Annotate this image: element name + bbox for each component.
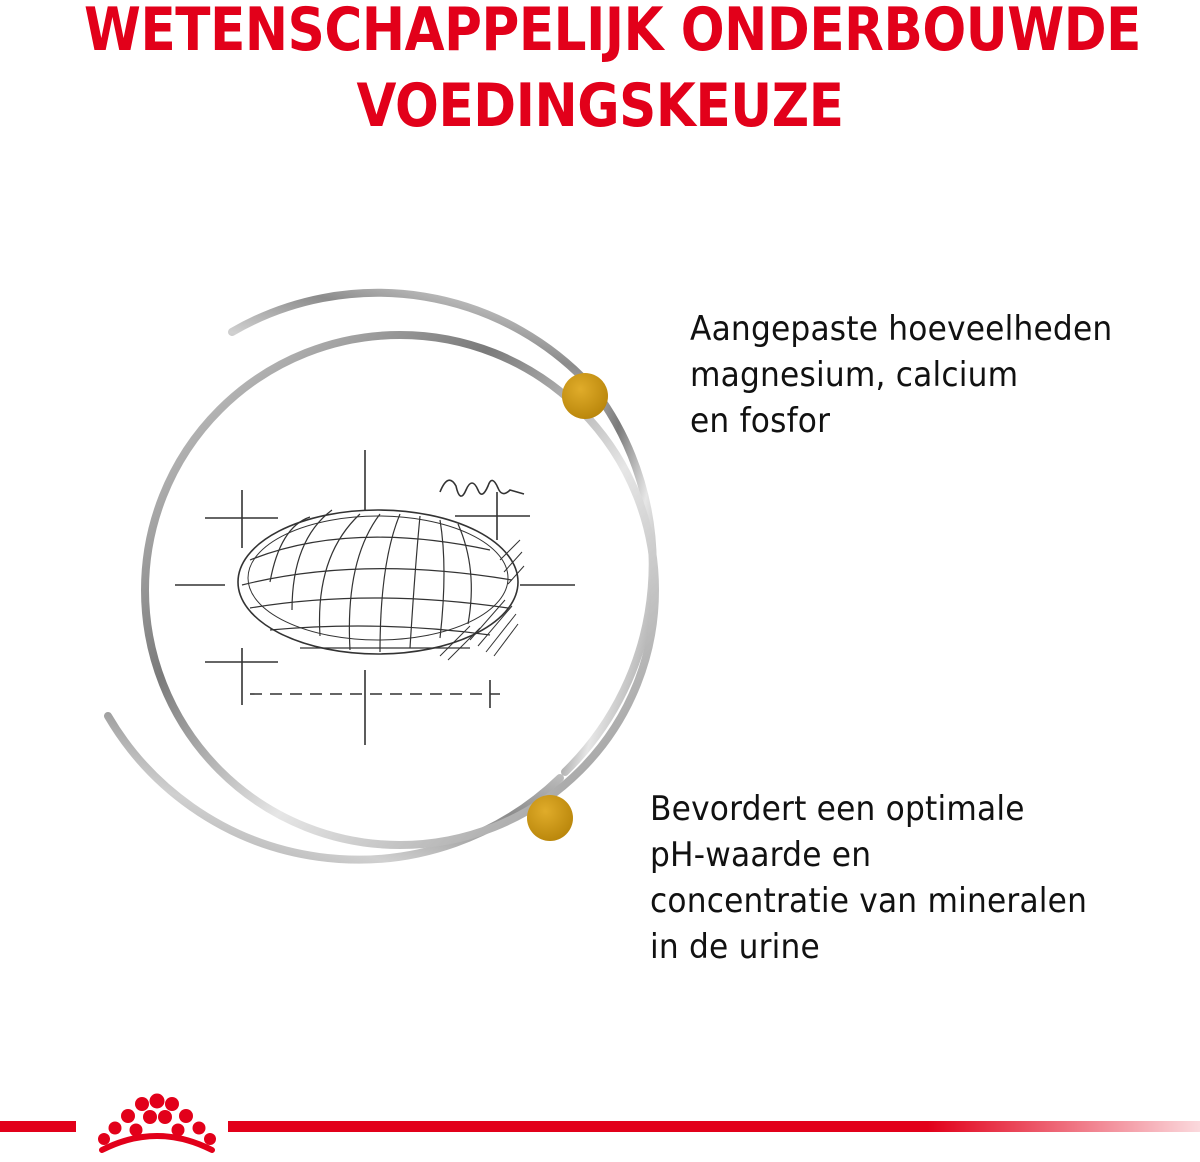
headline-line-1: WETENSCHAPPELIJK ONDERBOUWDE bbox=[84, 0, 1141, 65]
benefit-line: Bevordert een optimale bbox=[650, 789, 1025, 829]
royal-canin-crown-logo bbox=[90, 1092, 220, 1162]
benefit-line: Aangepaste hoeveelheden bbox=[690, 309, 1113, 349]
headline-line-2: VOEDINGSKEUZE bbox=[356, 71, 844, 141]
benefit-urine-ph bbox=[650, 786, 1087, 970]
kibble-sketch-icon bbox=[175, 450, 575, 745]
benefit-minerals bbox=[690, 306, 1112, 444]
benefit-line: pH-waarde en bbox=[650, 835, 872, 875]
benefit-line: magnesium, calcium bbox=[690, 355, 1019, 395]
benefit-line: in de urine bbox=[650, 927, 820, 967]
benefit-line: concentratie van mineralen bbox=[650, 881, 1088, 921]
benefit-line: en fosfor bbox=[690, 401, 831, 441]
footer-rule-right bbox=[228, 1121, 1200, 1132]
footer-rule-left bbox=[0, 1121, 76, 1132]
gold-dot-icon bbox=[527, 795, 573, 841]
gold-dot-icon bbox=[562, 373, 608, 419]
